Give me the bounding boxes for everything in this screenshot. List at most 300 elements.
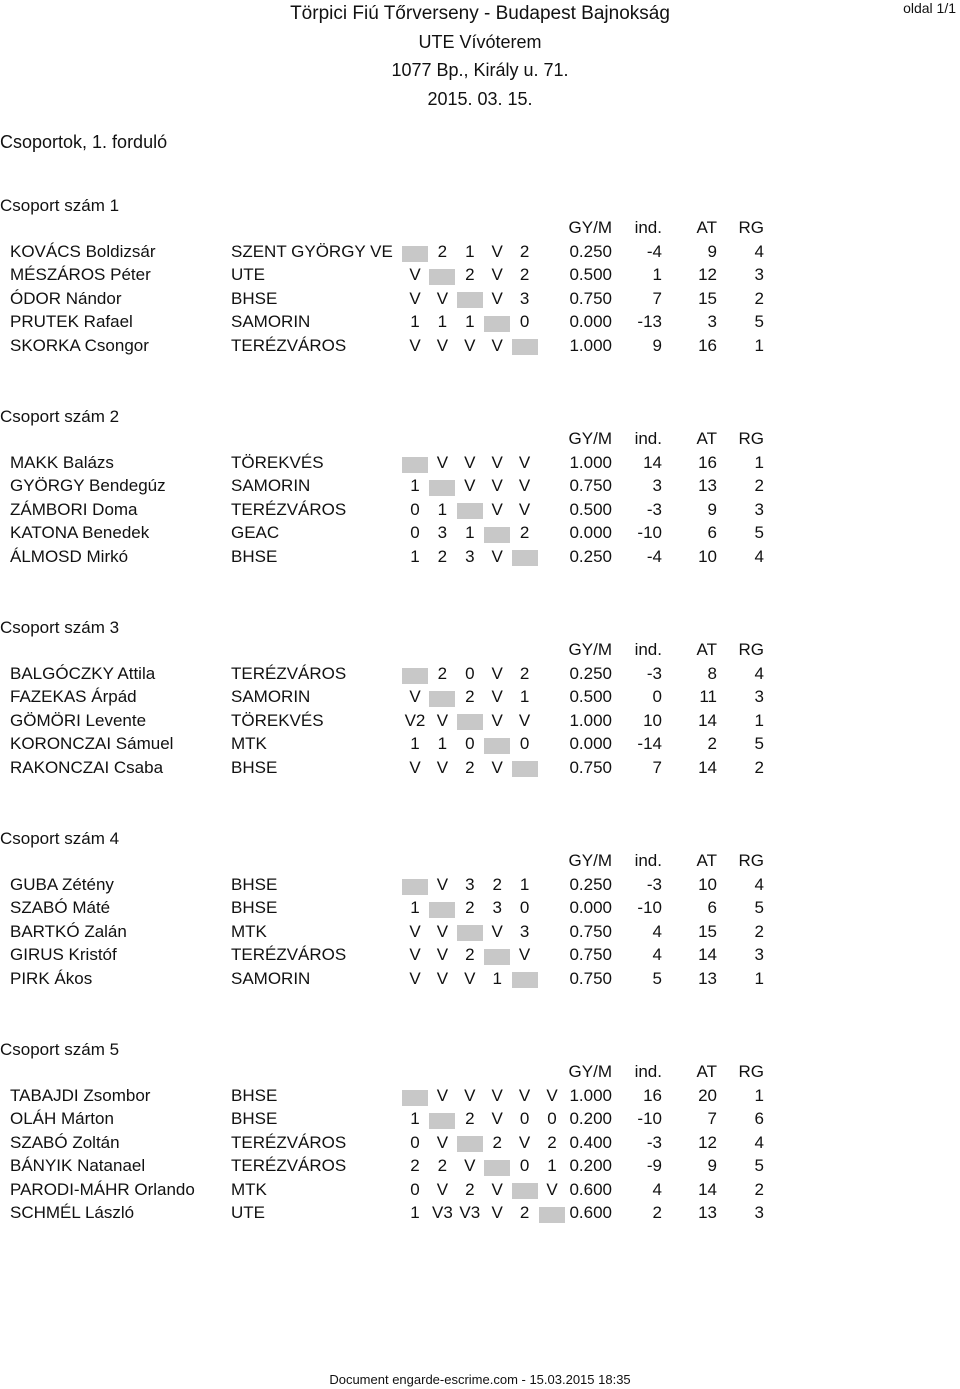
self-bout-marker [512, 550, 538, 566]
bout-result: 2 [492, 1132, 502, 1152]
self-bout-marker [484, 1160, 510, 1176]
touches-scored: 6 [707, 898, 717, 918]
self-bout-cell [402, 242, 428, 262]
self-bout-cell [402, 453, 428, 473]
bout-result: V [464, 1156, 476, 1176]
bout-result: V [436, 335, 449, 355]
bout-result: V [518, 499, 531, 519]
bout-result: 0 [410, 523, 420, 543]
club-name: TERÉZVÁROS [231, 1132, 347, 1152]
win-ratio: 0.750 [569, 288, 612, 308]
bout-result: 1 [519, 875, 530, 894]
indicator: 7 [652, 757, 662, 777]
indicator: -10 [637, 1109, 662, 1129]
bout-result: V [518, 1132, 531, 1152]
bout-result: V [491, 546, 503, 566]
col-header-gym: GY/M [568, 851, 612, 870]
col-header-at: AT [696, 1062, 717, 1081]
fencer-name: MAKK Balázs [10, 453, 114, 472]
fencer-name: ZÁMBORI Doma [10, 499, 138, 519]
col-header-gym: GY/M [568, 218, 612, 237]
bout-result: 3 [519, 288, 530, 308]
bout-result: V [546, 1179, 558, 1199]
touches-scored: 6 [707, 523, 717, 543]
bout-result: 1 [410, 1109, 420, 1129]
col-header-at: AT [696, 851, 717, 870]
self-bout-cell [429, 1109, 455, 1129]
bout-result: V [491, 710, 503, 730]
indicator: 16 [643, 1086, 662, 1105]
self-bout-marker [429, 480, 455, 496]
win-ratio: 1.000 [569, 710, 612, 730]
bout-result: 2 [519, 664, 530, 683]
bout-result: V [491, 265, 503, 285]
bout-result: 0 [465, 734, 475, 754]
rank: 3 [754, 499, 764, 519]
club-name: MTK [231, 1179, 267, 1199]
indicator: -3 [646, 1132, 662, 1152]
club-name: BHSE [231, 757, 278, 777]
col-header-rg: RG [738, 429, 764, 448]
indicator: 7 [652, 288, 662, 308]
table-row [0, 734, 960, 756]
col-header-gym: GY/M [568, 429, 612, 448]
indicator: 1 [652, 265, 662, 285]
win-ratio: 1.000 [569, 453, 612, 472]
col-header-at: AT [696, 640, 717, 659]
bout-result: V [436, 1179, 449, 1199]
bout-result: 1 [410, 546, 420, 566]
self-bout-cell [429, 265, 455, 285]
rank: 5 [754, 1156, 764, 1176]
bout-result: 0 [519, 898, 530, 918]
bout-result: 2 [547, 1132, 557, 1152]
col-header-ind: ind. [634, 851, 662, 870]
bout-result: 3 [465, 546, 475, 566]
rank: 1 [754, 453, 764, 472]
touches-scored: 9 [707, 242, 717, 261]
self-bout-cell [512, 758, 538, 778]
bout-result: 2 [465, 945, 475, 965]
win-ratio: 0.250 [569, 875, 612, 894]
rank: 3 [754, 687, 764, 707]
table-row [0, 289, 960, 311]
touches-scored: 16 [698, 453, 717, 472]
fencer-name: KATONA Benedek [10, 523, 150, 543]
win-ratio: 0.500 [569, 499, 612, 519]
indicator: 14 [643, 453, 662, 472]
indicator: 5 [652, 968, 662, 988]
self-bout-marker [402, 668, 428, 684]
bout-result: V [491, 242, 503, 261]
bout-result: V [409, 757, 421, 777]
fencer-name: GYÖRGY Bendegúz [10, 476, 166, 496]
self-bout-marker [429, 902, 455, 918]
bout-result: 2 [437, 242, 448, 261]
self-bout-cell [457, 1133, 483, 1153]
fencer-name: SZABÓ Zoltán [10, 1132, 120, 1152]
win-ratio: 0.750 [569, 921, 612, 941]
touches-scored: 12 [698, 1132, 717, 1152]
rank: 1 [754, 968, 764, 988]
bout-result: 3 [465, 875, 475, 894]
table-row [0, 523, 960, 545]
bout-result: 1 [437, 499, 448, 519]
win-ratio: 0.500 [569, 265, 612, 285]
fencer-name: OLÁH Márton [10, 1109, 114, 1129]
rank: 2 [754, 1179, 764, 1199]
bout-result: V [409, 968, 421, 988]
bout-result: V [491, 687, 503, 707]
pool-group [0, 1040, 960, 1226]
touches-scored: 12 [698, 265, 717, 285]
rank: 2 [754, 757, 764, 777]
fencer-name: RAKONCZAI Csaba [10, 757, 164, 777]
club-name: MTK [231, 921, 267, 941]
table-row [0, 476, 960, 498]
indicator: -9 [646, 1156, 662, 1176]
pool-title: Csoport szám 1 [0, 196, 120, 215]
bout-result: V [464, 968, 476, 988]
bout-result: 2 [465, 757, 475, 777]
rank: 4 [754, 242, 764, 261]
rank: 5 [754, 523, 764, 543]
rank: 1 [754, 335, 764, 355]
bout-result: V3 [431, 1203, 453, 1222]
pool-title: Csoport szám 5 [0, 1040, 120, 1059]
table-row [0, 1133, 960, 1155]
club-name: BHSE [231, 875, 278, 894]
self-bout-cell [457, 711, 483, 731]
self-bout-marker [457, 714, 483, 730]
fencer-name: PRUTEK Rafael [10, 312, 133, 332]
bout-result: 2 [437, 1156, 448, 1176]
club-name: UTE [231, 265, 265, 285]
table-row [0, 898, 960, 920]
table-row [0, 547, 960, 569]
footer: Document engarde-escrime.com - 15.03.2015 18:35 [329, 1372, 631, 1387]
bout-result: 2 [465, 687, 475, 707]
bout-result: V [436, 921, 449, 941]
table-row [0, 312, 960, 334]
bout-result: 1 [492, 968, 502, 988]
col-header-rg: RG [738, 1062, 764, 1081]
self-bout-cell [484, 1156, 510, 1176]
bout-result: 0 [519, 1156, 530, 1176]
bout-result: 3 [492, 898, 502, 918]
indicator: -13 [637, 312, 662, 332]
self-bout-marker [484, 316, 510, 332]
bout-result: 1 [410, 1203, 420, 1222]
self-bout-marker [402, 879, 428, 895]
col-header-ind: ind. [634, 429, 662, 448]
indicator: 9 [652, 335, 662, 355]
bout-result: 2 [519, 1203, 530, 1222]
bout-result: V [409, 945, 421, 965]
bout-result: V [464, 476, 476, 496]
bout-result: V [436, 968, 449, 988]
col-header-at: AT [696, 218, 717, 237]
self-bout-cell [512, 547, 538, 567]
rank: 3 [754, 1203, 764, 1222]
win-ratio: 0.750 [569, 968, 612, 988]
pool-title: Csoport szám 3 [0, 618, 120, 637]
self-bout-cell [457, 922, 483, 942]
self-bout-cell [429, 476, 455, 496]
fencer-name: BARTKÓ Zalán [10, 921, 127, 941]
bout-result: V [491, 1179, 503, 1199]
table-row [0, 687, 960, 709]
indicator: -3 [646, 875, 662, 894]
bout-result: V [436, 757, 449, 777]
bout-result: V [518, 710, 531, 730]
touches-scored: 10 [698, 875, 717, 894]
indicator: -3 [646, 664, 662, 683]
document-header [0, 0, 960, 110]
table-row [0, 336, 960, 358]
fencer-name: SCHMÉL László [10, 1203, 135, 1222]
self-bout-marker [402, 246, 428, 262]
rank: 2 [754, 288, 764, 308]
fencer-name: KORONCZAI Sámuel [10, 734, 174, 754]
indicator: 4 [652, 1179, 662, 1199]
win-ratio: 0.400 [569, 1132, 612, 1152]
table-row [0, 1203, 960, 1225]
bout-result: 2 [465, 898, 475, 918]
win-ratio: 0.000 [569, 734, 612, 754]
club-name: SAMORIN [231, 687, 311, 707]
touches-scored: 11 [699, 687, 717, 707]
bout-result: 1 [410, 898, 420, 918]
bout-result: V [518, 476, 531, 496]
rank: 4 [754, 875, 764, 894]
club-name: SAMORIN [231, 476, 311, 496]
touches-scored: 14 [698, 945, 717, 965]
win-ratio: 0.600 [569, 1179, 612, 1199]
self-bout-marker [457, 925, 483, 941]
bout-result: V [491, 288, 503, 308]
indicator: 10 [643, 710, 662, 730]
rank: 4 [754, 664, 764, 683]
touches-scored: 20 [698, 1086, 717, 1105]
club-name: BHSE [231, 288, 278, 308]
bout-result: V [518, 1086, 531, 1105]
self-bout-cell [402, 664, 428, 684]
rank: 4 [754, 1132, 764, 1152]
bout-result: V [491, 664, 503, 683]
self-bout-cell [484, 945, 510, 965]
win-ratio: 0.250 [569, 664, 612, 683]
indicator: 2 [652, 1203, 662, 1222]
club-name: BHSE [231, 1109, 278, 1129]
bout-result: 2 [465, 1179, 475, 1199]
touches-scored: 3 [707, 312, 717, 332]
club-name: TÖREKVÉS [231, 710, 324, 730]
self-bout-marker [429, 269, 455, 285]
indicator: -10 [637, 523, 662, 543]
table-row [0, 242, 960, 264]
table-row [0, 265, 960, 287]
indicator: -14 [637, 734, 662, 754]
self-bout-marker [429, 691, 455, 707]
club-name: TERÉZVÁROS [231, 1156, 347, 1176]
rank: 5 [754, 734, 764, 754]
col-header-ind: ind. [634, 640, 662, 659]
rank: 1 [754, 1086, 764, 1105]
bout-result: 2 [437, 546, 448, 566]
bout-result: 0 [519, 312, 530, 332]
club-name: MTK [231, 734, 267, 754]
bout-result: 1 [465, 242, 475, 261]
bout-result: V [436, 453, 449, 472]
touches-scored: 15 [698, 921, 717, 941]
fencer-name: ÁLMOSD Mirkó [10, 546, 129, 566]
fencer-name: PARODI-MÁHR Orlando [10, 1179, 195, 1199]
fencer-name: ÓDOR Nándor [10, 288, 122, 308]
bout-result: 2 [465, 1109, 475, 1129]
fencer-name: BÁNYIK Natanael [10, 1156, 146, 1176]
win-ratio: 0.000 [569, 898, 612, 918]
bout-result: V2 [404, 710, 426, 730]
self-bout-marker [457, 503, 483, 519]
bout-result: 0 [547, 1109, 557, 1129]
club-name: TÖREKVÉS [231, 453, 324, 472]
self-bout-marker [512, 339, 538, 355]
bout-result: 2 [519, 523, 530, 543]
self-bout-marker [512, 972, 538, 988]
touches-scored: 13 [698, 1203, 717, 1222]
col-header-rg: RG [738, 218, 764, 237]
touches-scored: 10 [698, 546, 717, 566]
table-row [0, 969, 960, 991]
club-name: TERÉZVÁROS [231, 945, 347, 965]
touches-scored: 14 [698, 757, 717, 777]
event-date: 2015. 03. 15. [427, 89, 533, 109]
page-number: oldal 1/1 [903, 0, 956, 16]
bout-result: 0 [519, 734, 530, 754]
bout-result: V [436, 710, 449, 730]
win-ratio: 0.250 [569, 242, 612, 261]
self-bout-cell [402, 875, 428, 895]
win-ratio: 0.750 [569, 757, 612, 777]
bout-result: 1 [519, 687, 530, 707]
bout-result: 1 [410, 476, 420, 496]
bout-result: 1 [410, 734, 420, 754]
touches-scored: 15 [698, 288, 717, 308]
table-row [0, 922, 960, 944]
self-bout-marker [429, 1113, 455, 1129]
bout-result: V [518, 945, 531, 965]
self-bout-marker [512, 761, 538, 777]
self-bout-marker [484, 738, 510, 754]
address: 1077 Bp., Király u. 71. [391, 60, 569, 80]
document-title: Törpici Fiú Tőrverseny - Budapest Bajnokság [290, 3, 670, 24]
rank: 4 [754, 546, 764, 566]
table-row [0, 500, 960, 522]
col-header-rg: RG [738, 851, 764, 870]
indicator: -10 [637, 898, 662, 918]
bout-result: 1 [437, 734, 448, 754]
indicator: -3 [646, 499, 662, 519]
col-header-ind: ind. [634, 218, 662, 237]
fencer-name: MÉSZÁROS Péter [10, 265, 151, 285]
pool-group [0, 829, 960, 992]
self-bout-marker [402, 1090, 428, 1106]
bout-result: 0 [410, 1179, 420, 1199]
self-bout-cell [512, 1180, 538, 1200]
bout-result: V [491, 1109, 503, 1129]
fencer-name: PIRK Ákos [10, 968, 93, 988]
rank: 5 [754, 898, 764, 918]
bout-result: 0 [410, 1132, 420, 1152]
touches-scored: 9 [707, 499, 717, 519]
col-header-at: AT [696, 429, 717, 448]
bout-result: V [518, 453, 531, 472]
win-ratio: 0.000 [569, 523, 612, 543]
bout-result: V [491, 499, 503, 519]
rank: 1 [754, 710, 764, 730]
bout-result: V [409, 265, 421, 285]
bout-result: V [491, 335, 503, 355]
self-bout-cell [512, 969, 538, 989]
self-bout-marker [402, 457, 428, 473]
bout-result: V [491, 476, 503, 496]
bout-result: V [464, 453, 476, 472]
self-bout-cell [512, 336, 538, 356]
touches-scored: 14 [698, 1179, 717, 1199]
bout-result: V [464, 1086, 476, 1105]
win-ratio: 0.600 [569, 1203, 612, 1222]
bout-result: V3 [459, 1203, 481, 1222]
touches-scored: 7 [707, 1109, 717, 1129]
win-ratio: 0.750 [569, 476, 612, 496]
self-bout-cell [429, 898, 455, 918]
bout-result: V [436, 288, 449, 308]
fencer-name: GÖMÖRI Levente [10, 710, 147, 730]
self-bout-marker [484, 527, 510, 543]
indicator: 4 [652, 921, 662, 941]
self-bout-cell [484, 523, 510, 543]
touches-scored: 13 [698, 968, 717, 988]
self-bout-cell [484, 312, 510, 332]
bout-result: V [409, 335, 421, 355]
bout-result: 1 [437, 312, 448, 332]
fencer-name: SZABÓ Máté [10, 898, 111, 918]
club-name: UTE [231, 1203, 265, 1222]
self-bout-marker [484, 949, 510, 965]
bout-result: 2 [519, 242, 530, 261]
indicator: 0 [652, 687, 662, 707]
rank: 5 [754, 312, 764, 332]
col-header-ind: ind. [634, 1062, 662, 1081]
col-header-gym: GY/M [568, 1062, 612, 1081]
bout-result: V [491, 453, 503, 472]
bout-result: 1 [410, 312, 420, 332]
table-row [0, 875, 960, 897]
indicator: -4 [646, 242, 662, 261]
table-row [0, 945, 960, 967]
fencer-name: KOVÁCS Boldizsár [10, 242, 156, 261]
rank: 2 [754, 476, 764, 496]
table-row [0, 664, 960, 686]
rank: 6 [754, 1109, 764, 1129]
table-row [0, 1109, 960, 1131]
bout-result: V [464, 335, 476, 355]
win-ratio: 0.750 [569, 945, 612, 965]
bout-result: 2 [519, 265, 530, 285]
indicator: -4 [646, 546, 662, 566]
rank: 3 [754, 945, 764, 965]
